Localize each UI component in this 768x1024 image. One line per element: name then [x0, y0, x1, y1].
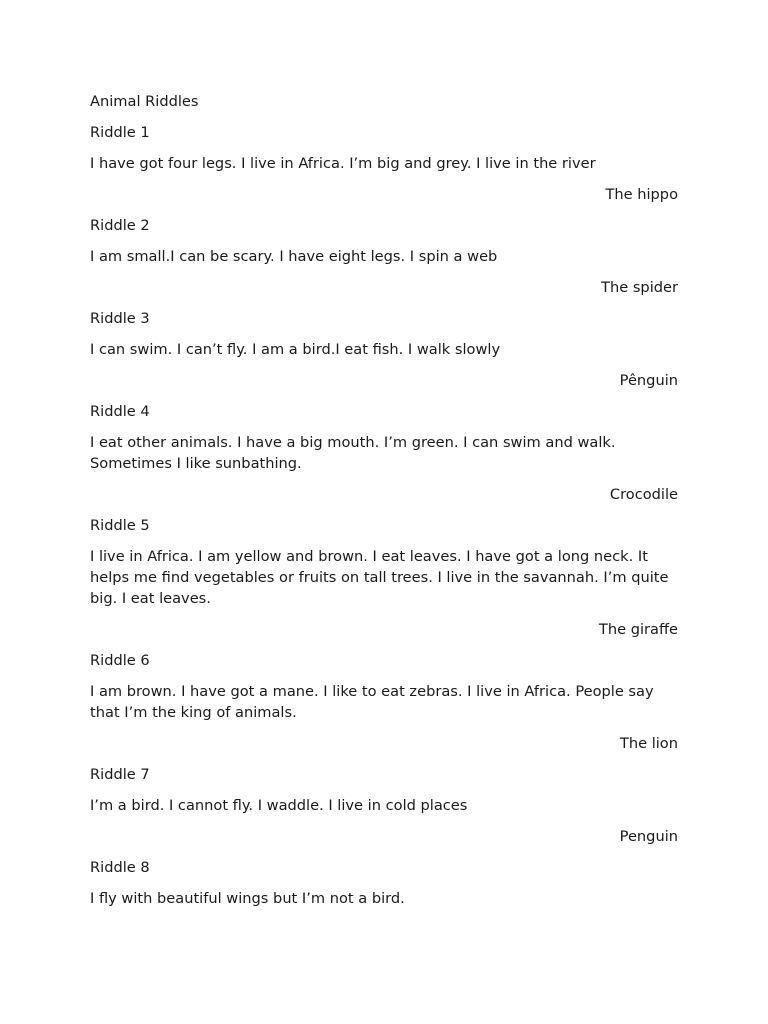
riddle-answer: Pênguin [619, 372, 678, 389]
riddle-heading: Riddle 6 [90, 652, 150, 669]
riddle-text: I can swim. I can’t fly. I am a bird.I eat fish. I walk slowly [90, 341, 501, 358]
riddle-heading: Riddle 2 [90, 217, 150, 234]
riddle-text: I have got four legs. I live in Africa. I’m big and grey. I live in the river [90, 155, 596, 172]
riddle-heading: Riddle 5 [90, 517, 150, 534]
riddle-heading: Riddle 8 [90, 859, 150, 876]
riddle-answer: Penguin [619, 828, 678, 845]
riddle-answer: The giraffe [598, 621, 678, 638]
riddle-text: I am brown. I have got a mane. I like to eat zebras. I live in Africa. People say that I’m the king of animals. [90, 683, 654, 721]
document-page [90, 91, 678, 919]
riddle-answer: The spider [601, 279, 678, 296]
riddle-answer: Crocodile [609, 486, 678, 503]
riddle-answer: The hippo [605, 186, 678, 203]
riddle-text: I’m a bird. I cannot fly. I waddle. I live in cold places [90, 797, 468, 814]
riddle-heading: Riddle 3 [90, 310, 150, 327]
riddle-text: I fly with beautiful wings but I’m not a bird. [90, 890, 405, 907]
riddle-answer: The lion [619, 735, 678, 752]
riddle-text: I live in Africa. I am yellow and brown. I eat leaves. I have got a long neck. It helps me find vegetables or fruits on tall trees. I live in the savannah. I’m quite big. I eat leaves. [90, 548, 669, 607]
riddle-heading: Riddle 1 [90, 124, 150, 141]
riddle-heading: Riddle 7 [90, 766, 150, 783]
riddle-text: I am small.I can be scary. I have eight legs. I spin a web [90, 248, 498, 265]
riddle-text: I eat other animals. I have a big mouth. I’m green. I can swim and walk. Sometimes I like sunbathing. [90, 434, 616, 472]
document-title: Animal Riddles [90, 93, 199, 110]
riddle-heading: Riddle 4 [90, 403, 150, 420]
